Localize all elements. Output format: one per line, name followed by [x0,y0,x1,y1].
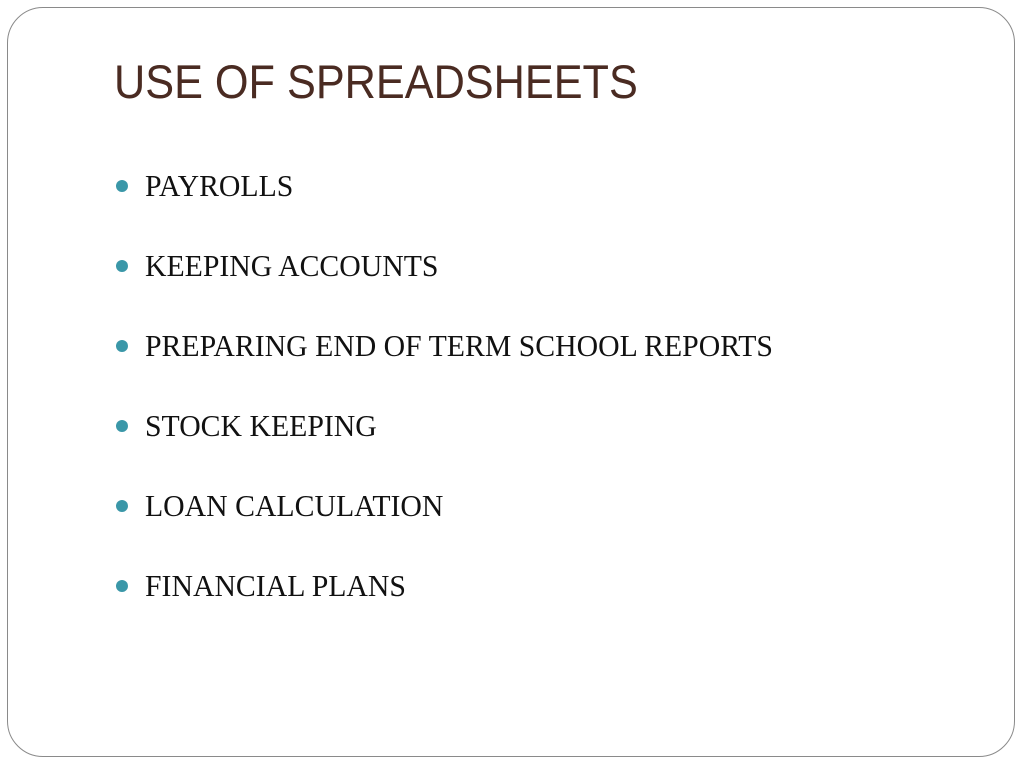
bullet-dot-icon [116,420,128,432]
bullet-dot-icon [116,580,128,592]
bullet-dot-icon [116,180,128,192]
bullet-text: LOAN CALCULATION [145,488,444,523]
bullet-dot-icon [116,500,128,512]
bullet-dot-icon [116,340,128,352]
slide-title: USE OF SPREADSHEETS [114,55,638,108]
bullet-dot-icon [116,260,128,272]
bullet-text: KEEPING ACCOUNTS [145,248,439,283]
bullet-text: STOCK KEEPING [145,408,377,443]
bullet-text: FINANCIAL PLANS [145,568,406,603]
bullet-text: PREPARING END OF TERM SCHOOL REPORTS [145,328,773,363]
slide-frame [7,7,1015,757]
bullet-text: PAYROLLS [145,168,294,203]
